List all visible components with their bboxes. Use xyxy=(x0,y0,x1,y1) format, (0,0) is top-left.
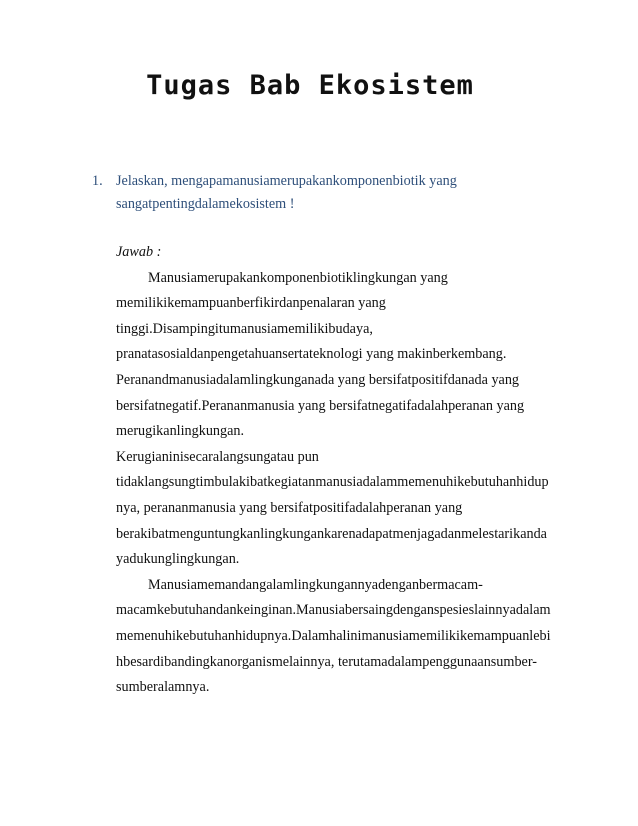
answer-line: yadukunglingkungan. xyxy=(116,551,240,568)
answer-line: tidaklangsungtimbulakibatkegiatanmanusiadalammemenuhikebutuhanhidup xyxy=(116,474,549,491)
question-text xyxy=(92,170,572,216)
answer-line: Manusiamemandangalamlingkungannyadenganbermacam- xyxy=(148,576,483,593)
answer-line: Kerugianinisecaralangsungatau pun xyxy=(116,448,319,465)
answer-line: pranatasosialdanpengetahuansertateknologi yang makinberkembang. xyxy=(116,346,507,363)
answer-line: bersifatnegatif.Perananmanusia yang bersifatnegatifadalahperanan yang xyxy=(116,397,525,414)
answer-line: nya, perananmanusia yang bersifatpositifadalahperanan yang xyxy=(116,499,463,516)
answer-label: Jawab : xyxy=(116,244,162,260)
page-title: Tugas Bab Ekosistem xyxy=(146,70,474,101)
answer-line: merugikanlingkungan. xyxy=(116,423,245,440)
question-number: 1. xyxy=(92,173,103,189)
answer-line: memenuhikebutuhanhidupnya.Dalamhalinimanusiamemilikikemampuanlebi xyxy=(116,627,551,644)
answer-line: tinggi.Disampingitumanusiamemilikibudaya, xyxy=(116,320,373,337)
answer-line: memilikikemampuanberfikirdanpenalaran yang xyxy=(116,295,386,312)
answer-line: Peranandmanusiadalamlingkunganada yang bersifatpositifdanada yang xyxy=(116,371,520,388)
answer-line: sumberalamnya. xyxy=(116,679,210,696)
question-line: Jelaskan, mengapamanusiamerupakankomponenbiotik yang xyxy=(116,173,457,189)
answer-line: Manusiamerupakankomponenbiotiklingkungan yang xyxy=(148,269,448,286)
answer-line: macamkebutuhandankeinginan.Manusiabersaingdenganspesieslainnyadalam xyxy=(116,602,551,619)
answer-line: berakibatmenguntungkanlingkungankarenadapatmenjagadanmelestarikanda xyxy=(116,525,547,542)
answer-block xyxy=(116,240,576,701)
answer-line: hbesardibandingkanorganismelainnya, terutamadalampenggunaansumber- xyxy=(116,653,537,670)
question-line: sangatpentingdalamekosistem ! xyxy=(116,196,295,212)
question-item xyxy=(92,170,572,216)
